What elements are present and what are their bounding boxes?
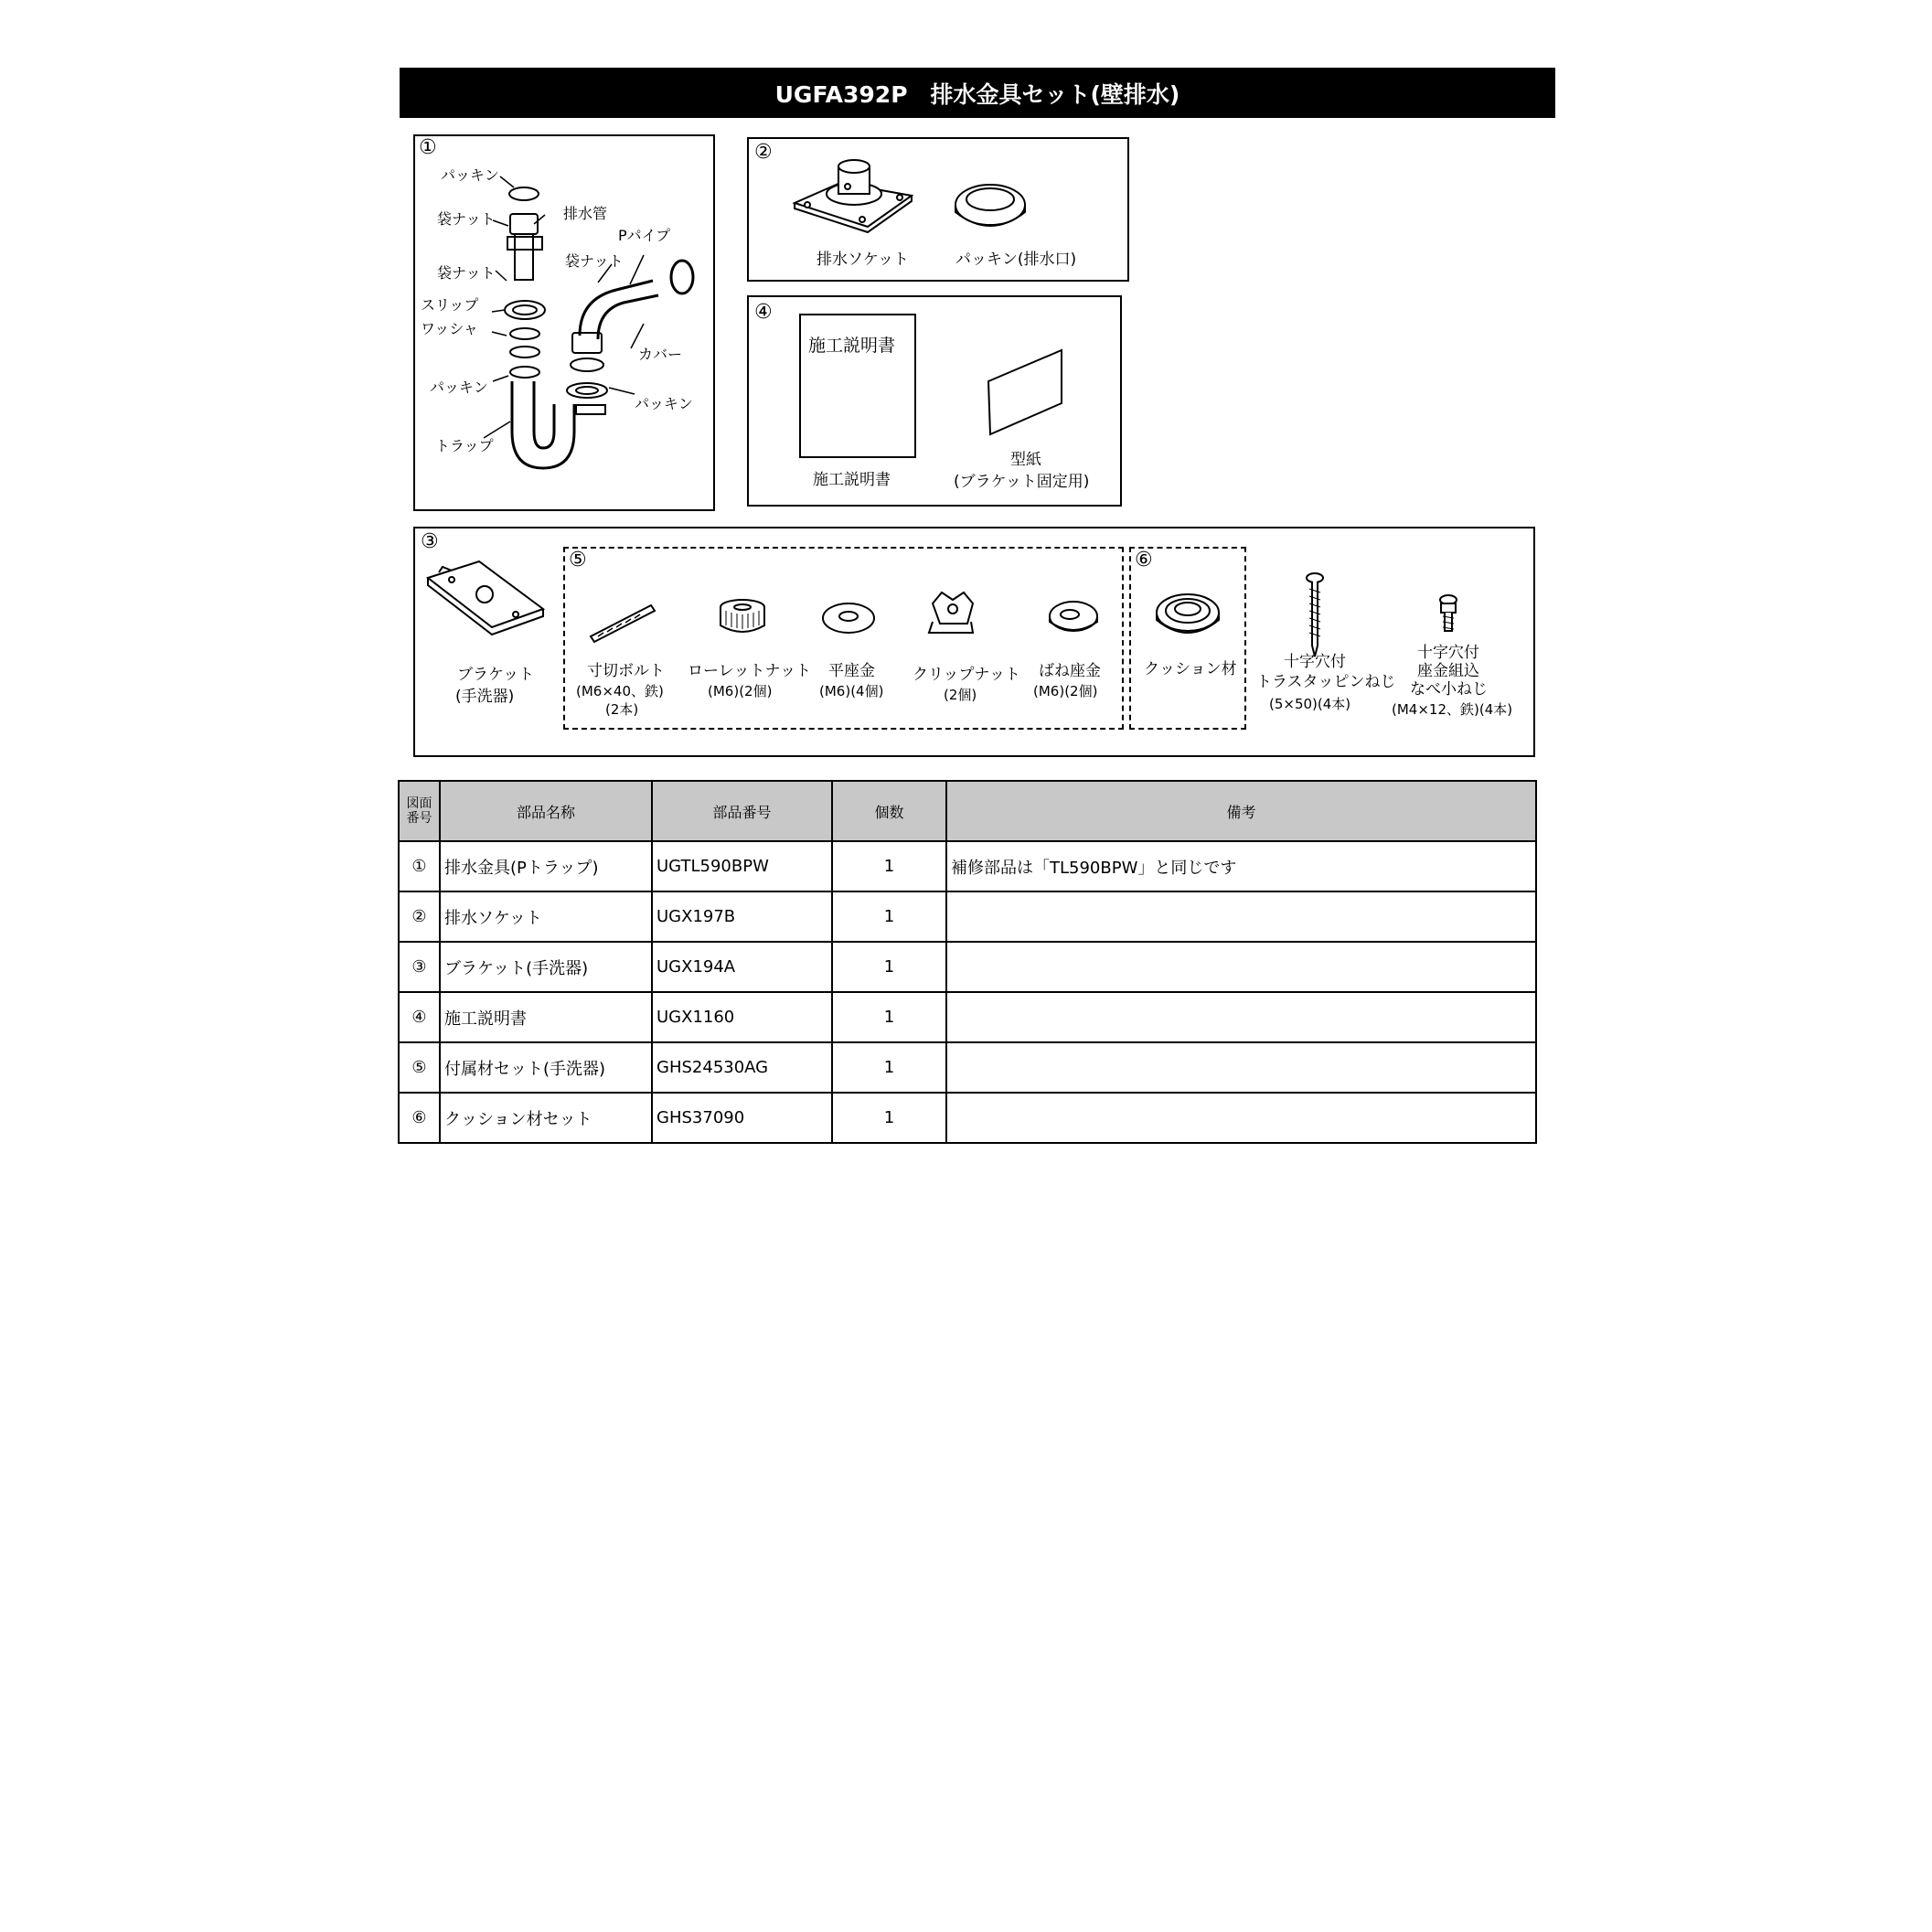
table-row	[399, 992, 1536, 1042]
caption-screw1-line1: 十字穴付	[1284, 653, 1346, 671]
figure-box-3	[413, 527, 1535, 757]
caption-bolt: 寸切ボルト	[587, 662, 665, 680]
caption-bolt-sub1: (M6×40、鉄)	[576, 683, 664, 699]
label-washer: ワッシャ	[421, 320, 478, 337]
cell-fig: ①	[399, 841, 440, 891]
header-part-name: 部品名称	[440, 781, 652, 841]
label-packing-left: パッキン	[430, 379, 488, 396]
caption-bolt-sub2: (2本)	[605, 701, 639, 718]
cell-remarks	[946, 942, 1536, 992]
caption-screw2-line1: 十字穴付	[1417, 644, 1479, 662]
cell-name: 排水ソケット	[440, 891, 652, 942]
caption-drain-socket: 排水ソケット	[817, 251, 909, 269]
label-bag-nut-3: 袋ナット	[565, 252, 624, 270]
figure-number: ③	[421, 530, 439, 553]
figure-number: ⑥	[1135, 549, 1153, 571]
cell-name: ブラケット(手洗器)	[440, 942, 652, 992]
caption-screw1-sub: (5×50)(4本)	[1269, 696, 1351, 712]
header-fig-line2: 番号	[406, 811, 432, 826]
table-row	[399, 891, 1536, 942]
cell-name: 施工説明書	[440, 992, 652, 1042]
document-title: UGFA392P 排水金具セット(壁排水)	[774, 80, 1180, 108]
header-figure-number	[399, 781, 440, 841]
cell-part-no: GHS24530AG	[652, 1042, 832, 1093]
cell-name: 付属材セット(手洗器)	[440, 1042, 652, 1093]
caption-cushion: クッション材	[1144, 660, 1237, 678]
header-quantity: 個数	[832, 781, 946, 841]
cell-part-no: UGX1160	[652, 992, 832, 1042]
cell-remarks	[946, 1093, 1536, 1143]
cell-fig: ②	[399, 891, 440, 942]
caption-template-sub: (ブラケット固定用)	[954, 473, 1090, 491]
cell-remarks	[946, 891, 1536, 942]
caption-packing-drain-outlet: パッキン(排水口)	[955, 251, 1077, 269]
cell-fig: ④	[399, 992, 440, 1042]
table-row	[399, 942, 1536, 992]
label-bag-nut-1: 袋ナット	[437, 210, 496, 228]
header-fig-line1: 図面	[406, 796, 432, 811]
caption-knurl-nut: ローレットナット	[688, 662, 812, 680]
caption-screw2-line2: 座金組込	[1417, 662, 1479, 680]
cell-qty: 1	[832, 1093, 946, 1143]
label-slip: スリップ	[421, 296, 479, 314]
figure-number: ⑤	[569, 549, 587, 571]
manual-cover-text: 施工説明書	[808, 336, 896, 356]
cell-remarks	[946, 1042, 1536, 1093]
cell-part-no: UGX194A	[652, 942, 832, 992]
header-remarks: 備考	[946, 781, 1536, 841]
caption-screw2-sub: (M4×12、鉄)(4本)	[1392, 701, 1513, 718]
cell-fig: ⑤	[399, 1042, 440, 1093]
table-row	[399, 841, 1536, 891]
cell-part-no: UGTL590BPW	[652, 841, 832, 891]
table-row	[399, 1093, 1536, 1143]
table-header-row	[399, 781, 1536, 841]
tapping-screw-illustration	[415, 528, 1537, 759]
cell-name: クッション材セット	[440, 1093, 652, 1143]
cell-fig: ⑥	[399, 1093, 440, 1143]
label-packing-right: パッキン	[635, 395, 693, 412]
cell-qty: 1	[832, 891, 946, 942]
caption-template: 型紙	[1010, 451, 1041, 469]
table-row	[399, 1042, 1536, 1093]
cell-qty: 1	[832, 942, 946, 992]
label-packing-top: パッキン	[441, 166, 499, 184]
label-drain-pipe: 排水管	[563, 205, 608, 222]
cell-qty: 1	[832, 1042, 946, 1093]
label-cover: カバー	[638, 346, 683, 363]
caption-spring-sub: (M6)(2個)	[1033, 683, 1098, 699]
caption-knurl-sub: (M6)(2個)	[708, 683, 773, 699]
caption-spring-washer: ばね座金	[1039, 662, 1101, 680]
caption-bracket-sub: (手洗器)	[455, 688, 515, 706]
cell-remarks	[946, 992, 1536, 1042]
figure-number: ②	[754, 141, 773, 164]
document-title-bar	[400, 68, 1555, 118]
header-part-number: 部品番号	[652, 781, 832, 841]
caption-flat-sub: (M6)(4個)	[819, 683, 884, 699]
caption-clip-nut: クリップナット	[913, 666, 1020, 684]
label-bag-nut-2: 袋ナット	[437, 264, 496, 282]
cell-qty: 1	[832, 841, 946, 891]
label-p-pipe: Pパイプ	[618, 227, 671, 244]
figure-box-2	[747, 137, 1129, 282]
cell-remarks: 補修部品は「TL590BPW」と同じです	[946, 841, 1536, 891]
figure-number: ④	[754, 301, 773, 324]
parts-table	[398, 780, 1537, 1144]
cell-fig: ③	[399, 942, 440, 992]
caption-bracket: ブラケット	[457, 666, 535, 684]
caption-clip-sub: (2個)	[944, 687, 977, 703]
cell-part-no: GHS37090	[652, 1093, 832, 1143]
cell-name: 排水金具(Pトラップ)	[440, 841, 652, 891]
figure-number: ①	[419, 136, 437, 159]
cell-qty: 1	[832, 992, 946, 1042]
cell-part-no: UGX197B	[652, 891, 832, 942]
figure-box-4	[747, 295, 1122, 507]
caption-manual: 施工説明書	[813, 471, 891, 489]
label-trap: トラップ	[435, 437, 494, 454]
caption-flat-washer: 平座金	[828, 662, 875, 680]
caption-screw1-line2: トラスタッピンねじ	[1256, 673, 1396, 691]
caption-screw2-line3: なべ小ねじ	[1410, 680, 1488, 699]
figure-box-1	[413, 134, 715, 511]
